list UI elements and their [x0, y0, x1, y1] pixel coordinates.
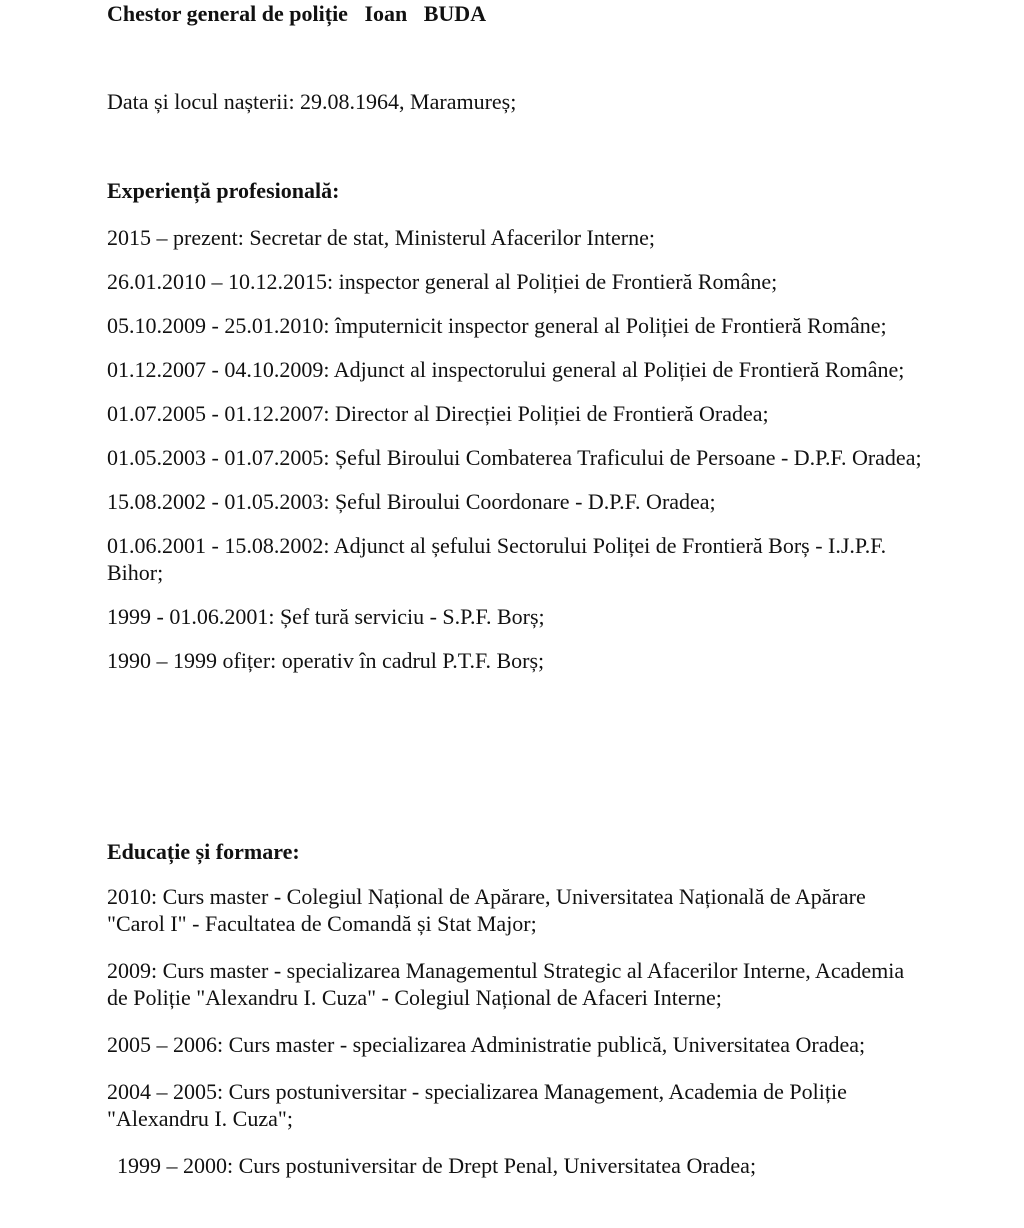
education-heading: Educație și formare:: [107, 839, 300, 864]
experience-heading: Experiență profesională:: [107, 178, 340, 203]
experience-entry: 01.07.2005 - 01.12.2007: Director al Direcției Poliției de Frontieră Oradea;: [107, 401, 769, 426]
experience-entry: 2015 – prezent: Secretar de stat, Ministerul Afacerilor Interne;: [107, 225, 655, 250]
experience-entry: 01.12.2007 - 04.10.2009: Adjunct al inspectorului general al Poliției de Frontieră Române;: [107, 357, 905, 382]
experience-entry: 05.10.2009 - 25.01.2010: împuternicit inspector general al Poliției de Frontieră Române;: [107, 313, 887, 338]
experience-entry: 01.05.2003 - 01.07.2005: Șeful Biroului Combaterea Traficului de Persoane - D.P.F. Oradea;: [107, 445, 922, 470]
experience-entry: 15.08.2002 - 01.05.2003: Șeful Biroului Coordonare - D.P.F. Oradea;: [107, 489, 716, 514]
experience-entry: 1990 – 1999 ofițer: operativ în cadrul P.T.F. Borș;: [107, 648, 545, 673]
education-entry: 1999 – 2000: Curs postuniversitar de Drept Penal, Universitatea Oradea;: [117, 1153, 757, 1178]
experience-entry: 1999 - 01.06.2001: Șef tură serviciu - S.P.F. Borș;: [107, 604, 545, 629]
education-entry: 2004 – 2005: Curs postuniversitar - specializarea Management, Academia de Poliție "Alexandru I. Cuza";: [107, 1079, 847, 1131]
education-entry: 2009: Curs master - specializarea Managementul Strategic al Afacerilor Interne, Academia de Poliție "Alexandru I. Cuza" - Colegiul Național de Afaceri Interne;: [107, 958, 905, 1010]
document-title: Chestor general de poliție Ioan BUDA: [107, 1, 487, 26]
education-section: [107, 838, 927, 1179]
birth-info: Data și locul nașterii: 29.08.1964, Maramureș;: [107, 89, 517, 114]
experience-section: [107, 177, 927, 674]
education-entry: 2010: Curs master - Colegiul Național de Apărare, Universitatea Națională de Apărare "Carol I" - Facultatea de Comandă și Stat Major;: [107, 884, 866, 936]
experience-entry: 01.06.2001 - 15.08.2002: Adjunct al șefului Sectorului Poliței de Frontieră Borș - I.J.P.F. Bihor;: [107, 533, 887, 585]
experience-entry: 26.01.2010 – 10.12.2015: inspector general al Poliției de Frontieră Române;: [107, 269, 778, 294]
education-entry: 2005 – 2006: Curs master - specializarea Administratie publică, Universitatea Oradea;: [107, 1032, 866, 1057]
